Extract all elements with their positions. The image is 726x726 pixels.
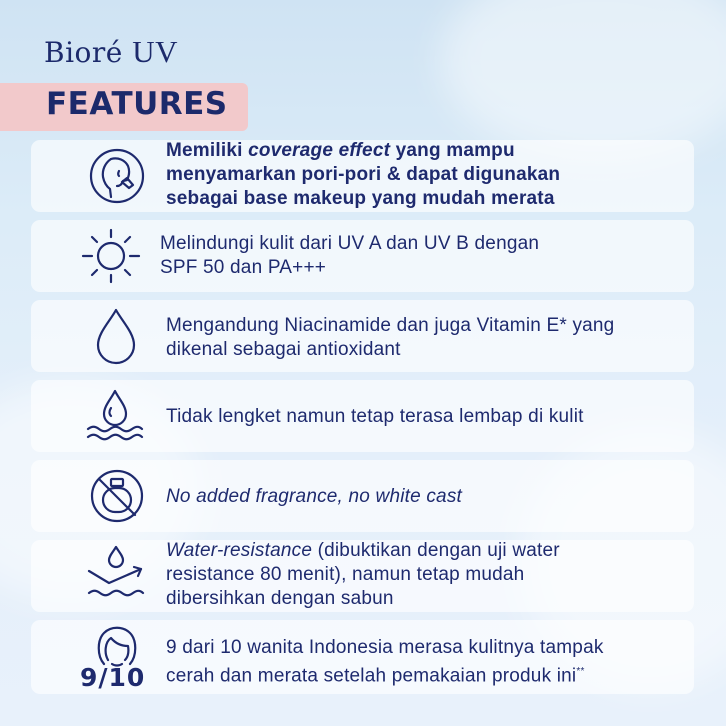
feature-line: dibersihkan dengan sabun bbox=[166, 588, 394, 609]
section-title: FEATURES bbox=[46, 86, 228, 122]
text-span: Memiliki bbox=[166, 140, 249, 161]
droplet-icon bbox=[94, 307, 138, 365]
feature-text-lightweight bbox=[166, 405, 584, 429]
feature-text-spf bbox=[160, 232, 539, 280]
drop-water-icon bbox=[86, 388, 144, 442]
feature-line: No added fragrance, no white cast bbox=[166, 486, 462, 507]
face-makeup-icon bbox=[89, 147, 145, 205]
text-span: cerah dan merata setelah pemakaian produk ini bbox=[166, 665, 577, 687]
feature-line: sebagai base makeup yang mudah merata bbox=[166, 188, 555, 209]
feature-line: Tidak lengket namun tetap terasa lembap di kulit bbox=[166, 406, 584, 427]
text-span-italic: coverage effect bbox=[248, 140, 391, 161]
feature-line bbox=[166, 539, 560, 563]
feature-text-coverage bbox=[166, 139, 560, 211]
text-span-italic: Water-resistance bbox=[166, 540, 313, 561]
water-resistance-icon bbox=[86, 545, 146, 601]
footnote-mark: ** bbox=[576, 666, 585, 677]
survey-badge: 9/10 bbox=[80, 663, 146, 692]
no-fragrance-icon bbox=[89, 467, 145, 525]
feature-line: resistance 80 menit), namun tetap mudah bbox=[166, 564, 525, 585]
feature-line: dikenal sebagai antioxidant bbox=[166, 339, 401, 360]
feature-line bbox=[166, 660, 604, 688]
woman-face-icon bbox=[94, 624, 140, 668]
feature-text-survey bbox=[166, 636, 604, 688]
feature-text-water-resistance bbox=[166, 539, 560, 611]
feature-line: 9 dari 10 wanita Indonesia merasa kulitnya tampak bbox=[166, 637, 604, 658]
feature-line: Melindungi kulit dari UV A dan UV B dengan bbox=[160, 233, 540, 254]
feature-line: Mengandung Niacinamide dan juga Vitamin E* yang bbox=[166, 315, 615, 336]
feature-text-niacinamide bbox=[166, 314, 614, 362]
feature-line: menyamarkan pori-pori & dapat digunakan bbox=[166, 164, 561, 185]
feature-line: SPF 50 dan PA+++ bbox=[160, 257, 327, 278]
brand-logo bbox=[44, 34, 178, 70]
brand-name: Bioré bbox=[44, 36, 123, 69]
brand-suffix: UV bbox=[132, 34, 179, 69]
feature-text-no-fragrance bbox=[166, 485, 462, 509]
text-span: yang mampu bbox=[390, 140, 515, 161]
sun-icon bbox=[81, 228, 141, 284]
feature-line bbox=[166, 139, 560, 163]
text-span: (dibuktikan dengan uji water bbox=[312, 540, 560, 561]
